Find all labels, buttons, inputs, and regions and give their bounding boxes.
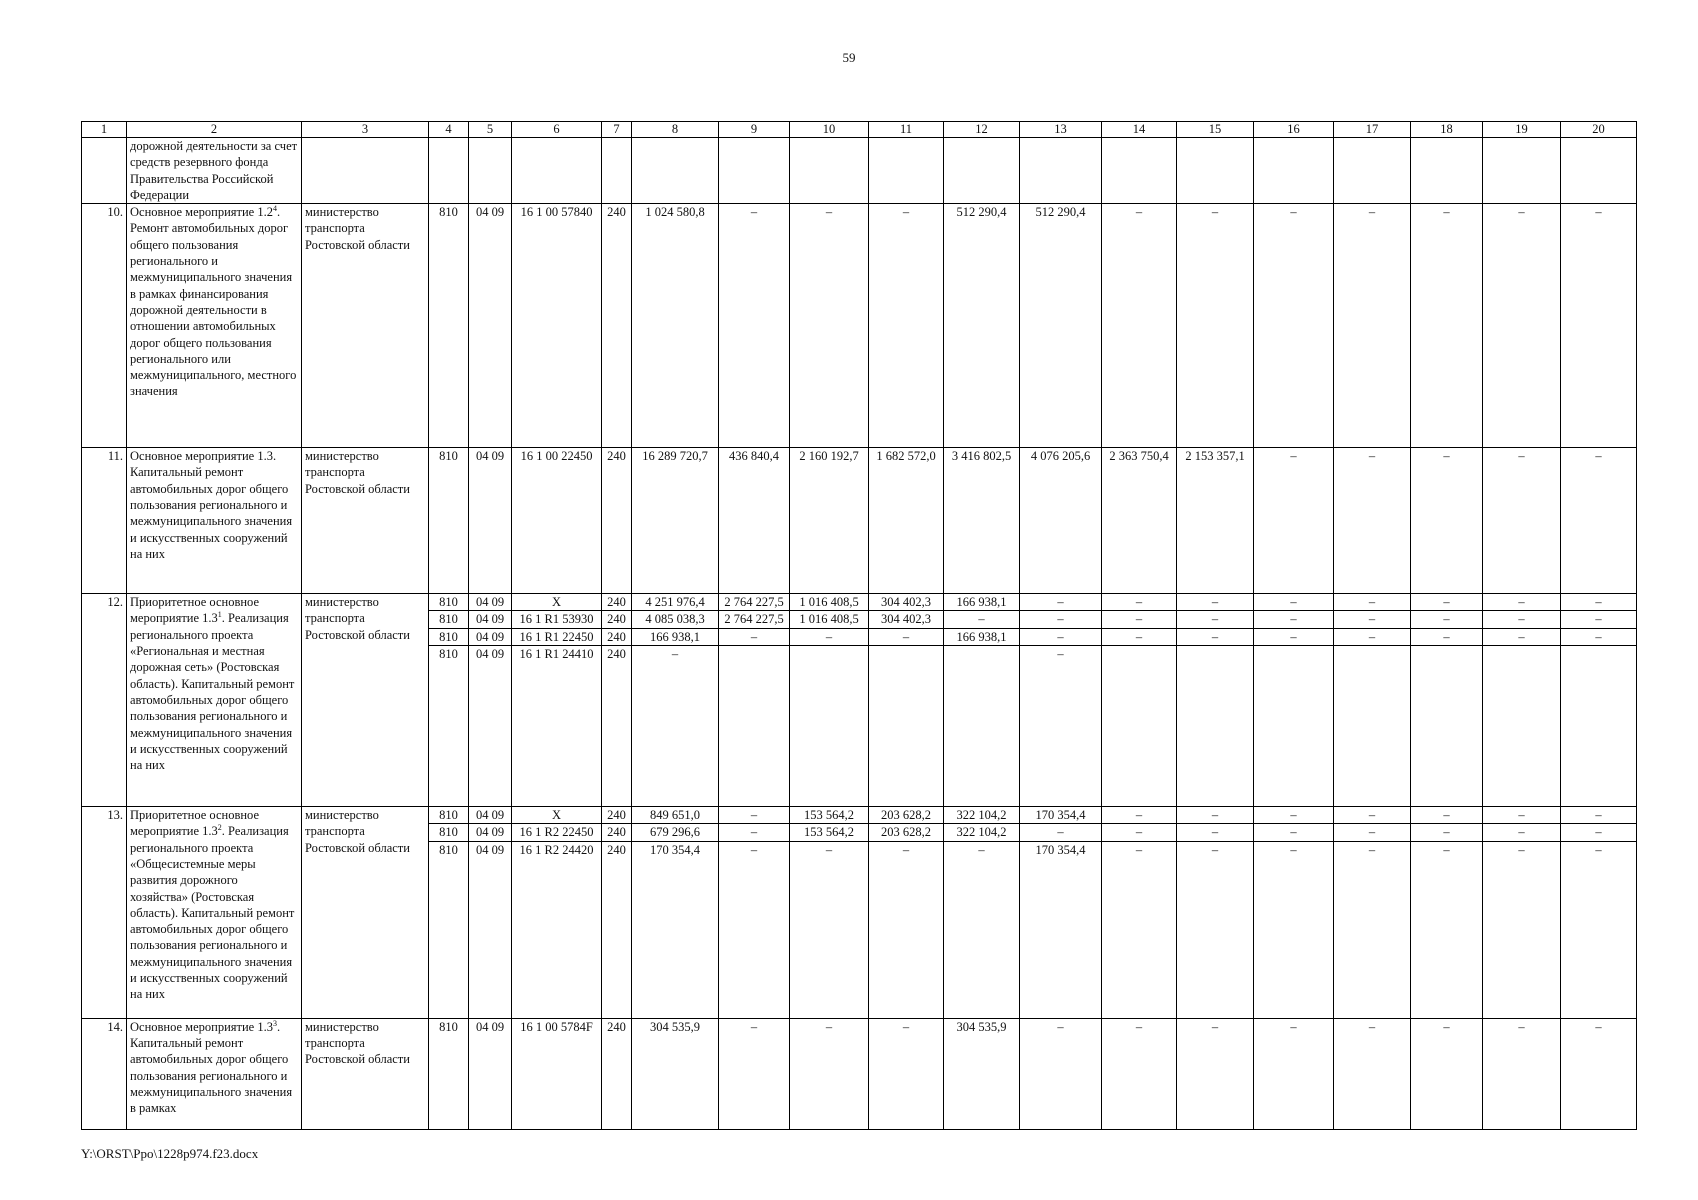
value-cell: 166 938,1 [944,628,1020,645]
column-number-header: 18 [1411,122,1483,138]
value-cell: 240 [602,204,632,448]
value-cell: – [632,646,719,807]
activity-name-text: . Ремонт автомобильных дорог общего пользования регионального и межмуниципального значения в рамках финансирования дорожной деятельности в отношении автомобильных дорог общего пользования регионального или межмуниципального, местного значения [130,205,297,399]
table-cell [469,138,512,204]
value-cell: – [1177,594,1254,611]
value-cell: – [1102,594,1177,611]
table-row [82,594,1637,611]
value-cell: – [1561,611,1637,628]
value-cell: 1 024 580,8 [632,204,719,448]
value-cell: – [1177,824,1254,841]
value-cell: 04 09 [469,628,512,645]
value-cell: 810 [429,628,469,645]
value-cell: 1 682 572,0 [869,448,944,594]
table-cell [1102,138,1177,204]
column-number-header: 14 [1102,122,1177,138]
value-cell [869,646,944,807]
value-cell: – [1411,204,1483,448]
value-cell: 16 1 R1 22450 [512,628,602,645]
value-cell: 2 153 357,1 [1177,448,1254,594]
value-cell: – [1334,824,1411,841]
row-number-cell: 10. [82,204,127,448]
value-cell [1102,646,1177,807]
column-number-header: 20 [1561,122,1637,138]
value-cell: 849 651,0 [632,807,719,824]
value-cell: 679 296,6 [632,824,719,841]
value-cell: – [1483,628,1561,645]
table-cell [632,138,719,204]
page-number: 59 [842,50,856,65]
value-cell: 04 09 [469,611,512,628]
value-cell: – [790,1018,869,1129]
value-cell: – [1177,1018,1254,1129]
executor-cell: министерство транспорта Ростовской области [302,594,429,807]
footer-file-path: Y:\ORST\Ppo\1228p974.f23.docx [81,1146,259,1161]
column-number-header: 6 [512,122,602,138]
footnote-mark: 1 [217,610,222,620]
value-cell: – [1020,594,1102,611]
value-cell: 322 104,2 [944,807,1020,824]
table-cell [429,138,469,204]
table-row [82,448,1637,594]
value-cell: 240 [602,628,632,645]
value-cell: – [1561,841,1637,1018]
activity-name-cell: Основное мероприятие 1.3. Капитальный ремонт автомобильных дорог общего пользования регионального и межмуниципального значения и искусственных сооружений на них [127,448,302,594]
value-cell: – [944,611,1020,628]
table-cell [82,138,127,204]
value-cell: 304 402,3 [869,611,944,628]
value-cell: – [790,841,869,1018]
value-cell: – [1411,807,1483,824]
table-cell [869,138,944,204]
value-cell: – [1177,841,1254,1018]
value-cell: – [1411,594,1483,611]
value-cell: 810 [429,807,469,824]
value-cell: – [1334,807,1411,824]
value-cell: – [869,1018,944,1129]
value-cell: – [1483,1018,1561,1129]
activity-name-cell [127,1018,302,1129]
column-number-header: 4 [429,122,469,138]
value-cell: 810 [429,448,469,594]
value-cell: 322 104,2 [944,824,1020,841]
column-number-header: 2 [127,122,302,138]
value-cell [1334,646,1411,807]
value-cell: – [1020,611,1102,628]
value-cell: – [719,841,790,1018]
value-cell: 810 [429,646,469,807]
value-cell: – [1561,204,1637,448]
activity-name-cell [127,807,302,1019]
value-cell: – [1483,448,1561,594]
column-number-header: 3 [302,122,429,138]
value-cell: 16 289 720,7 [632,448,719,594]
value-cell: 240 [602,824,632,841]
value-cell: – [1102,1018,1177,1129]
value-cell: – [869,841,944,1018]
value-cell: – [1561,448,1637,594]
value-cell: 810 [429,611,469,628]
value-cell: X [512,807,602,824]
value-cell: 04 09 [469,594,512,611]
value-cell: 4 251 976,4 [632,594,719,611]
value-cell [1411,646,1483,807]
value-cell: – [1102,628,1177,645]
value-cell: 240 [602,841,632,1018]
budget-table [81,121,1637,1130]
value-cell: 2 764 227,5 [719,594,790,611]
activity-name-text: . Капитальный ремонт автомобильных дорог общего пользования регионального и межмуниципального значения в рамках [130,1019,293,1116]
value-cell: – [1020,646,1102,807]
column-number-header: 7 [602,122,632,138]
value-cell: – [1254,824,1334,841]
value-cell [1561,646,1637,807]
value-cell: – [1177,204,1254,448]
column-number-header: 1 [82,122,127,138]
value-cell: 240 [602,448,632,594]
row-number-cell: 11. [82,448,127,594]
value-cell: – [1020,824,1102,841]
table-cell [1020,138,1102,204]
value-cell: – [1177,628,1254,645]
value-cell: 810 [429,841,469,1018]
value-cell: – [1020,1018,1102,1129]
table-cell [1411,138,1483,204]
table-cell [1334,138,1411,204]
value-cell: 16 1 00 22450 [512,448,602,594]
value-cell: – [869,628,944,645]
value-cell: 166 938,1 [944,594,1020,611]
value-cell: 1 016 408,5 [790,611,869,628]
column-number-header: 5 [469,122,512,138]
value-cell: – [1483,204,1561,448]
value-cell: – [790,628,869,645]
value-cell [944,646,1020,807]
value-cell: 240 [602,611,632,628]
value-cell: – [1334,628,1411,645]
value-cell: – [719,807,790,824]
value-cell [1483,646,1561,807]
value-cell: – [1411,611,1483,628]
value-cell: – [1102,204,1177,448]
value-cell: 16 1 R1 24410 [512,646,602,807]
value-cell: 810 [429,824,469,841]
value-cell: – [1020,628,1102,645]
table-cell [944,138,1020,204]
value-cell: 170 354,4 [1020,807,1102,824]
value-cell: 170 354,4 [632,841,719,1018]
value-cell: – [1334,594,1411,611]
table-cell [512,138,602,204]
table-cell [1177,138,1254,204]
value-cell: – [1254,611,1334,628]
value-cell: 16 1 00 57840 [512,204,602,448]
value-cell: 304 535,9 [944,1018,1020,1129]
value-cell: 304 535,9 [632,1018,719,1129]
value-cell: – [1483,807,1561,824]
table-cell [302,138,429,204]
table-cell [1254,138,1334,204]
value-cell: 166 938,1 [632,628,719,645]
value-cell: 512 290,4 [1020,204,1102,448]
value-cell: 16 1 00 5784F [512,1018,602,1129]
executor-cell: министерство транспорта Ростовской области [302,1018,429,1129]
value-cell: – [1102,611,1177,628]
footnote-mark: 4 [272,204,277,214]
value-cell: – [1102,824,1177,841]
activity-name-cell: дорожной деятельности за счет средств резервного фонда Правительства Российской Федерации [127,138,302,204]
column-number-header: 12 [944,122,1020,138]
value-cell: – [1254,807,1334,824]
value-cell: 04 09 [469,824,512,841]
value-cell: 512 290,4 [944,204,1020,448]
value-cell: – [944,841,1020,1018]
value-cell: – [1483,824,1561,841]
value-cell: X [512,594,602,611]
value-cell: – [1411,628,1483,645]
value-cell: – [1254,841,1334,1018]
table-row [82,138,1637,204]
value-cell: 04 09 [469,841,512,1018]
row-number-cell: 13. [82,807,127,1019]
value-cell: 240 [602,807,632,824]
value-cell: 240 [602,1018,632,1129]
value-cell: – [1411,448,1483,594]
value-cell: – [1483,594,1561,611]
value-cell: – [1561,807,1637,824]
value-cell: 04 09 [469,646,512,807]
value-cell: – [1254,448,1334,594]
value-cell: 436 840,4 [719,448,790,594]
value-cell: – [1561,824,1637,841]
value-cell: – [1334,611,1411,628]
table-cell [790,138,869,204]
value-cell: – [719,1018,790,1129]
activity-name-cell [127,204,302,448]
value-cell: – [1334,448,1411,594]
value-cell: – [1411,1018,1483,1129]
value-cell: – [1561,628,1637,645]
value-cell: – [1411,841,1483,1018]
value-cell: 04 09 [469,807,512,824]
column-number-header: 17 [1334,122,1411,138]
value-cell [1254,646,1334,807]
value-cell: 1 016 408,5 [790,594,869,611]
value-cell: 304 402,3 [869,594,944,611]
activity-name-text: Приоритетное основное мероприятие 1.3 [130,808,259,839]
table-row [82,1018,1637,1129]
table-row [82,204,1637,448]
footnote-mark: 2 [217,823,222,833]
value-cell: – [1334,1018,1411,1129]
column-number-header: 8 [632,122,719,138]
column-number-header: 10 [790,122,869,138]
activity-name-cell [127,594,302,807]
value-cell: – [1177,611,1254,628]
executor-cell: министерство транспорта Ростовской области [302,448,429,594]
value-cell: 2 160 192,7 [790,448,869,594]
value-cell: – [1561,594,1637,611]
value-cell: 04 09 [469,204,512,448]
value-cell: 2 363 750,4 [1102,448,1177,594]
value-cell: 04 09 [469,448,512,594]
value-cell: – [1254,594,1334,611]
value-cell: 3 416 802,5 [944,448,1020,594]
row-number-cell: 14. [82,1018,127,1129]
value-cell: 203 628,2 [869,824,944,841]
value-cell [719,646,790,807]
value-cell: – [1254,628,1334,645]
value-cell: – [1411,824,1483,841]
value-cell: 2 764 227,5 [719,611,790,628]
footnote-mark: 3 [272,1018,277,1028]
value-cell: – [790,204,869,448]
value-cell: 810 [429,1018,469,1129]
value-cell: – [1177,807,1254,824]
value-cell: – [1254,1018,1334,1129]
value-cell: 203 628,2 [869,807,944,824]
activity-name-text: Основное мероприятие 1.3 [130,1019,273,1034]
value-cell: 810 [429,594,469,611]
value-cell: – [1254,204,1334,448]
value-cell: 240 [602,646,632,807]
value-cell: – [1334,841,1411,1018]
value-cell [1177,646,1254,807]
column-number-header: 9 [719,122,790,138]
column-number-header: 15 [1177,122,1254,138]
value-cell: 153 564,2 [790,807,869,824]
table-cell [1483,138,1561,204]
value-cell: – [1483,611,1561,628]
value-cell: – [869,204,944,448]
value-cell: 16 1 R2 22450 [512,824,602,841]
value-cell: 153 564,2 [790,824,869,841]
header-row [82,122,1637,138]
column-number-header: 16 [1254,122,1334,138]
activity-name-text: Основное мероприятие 1.2 [130,205,273,220]
value-cell: – [1483,841,1561,1018]
value-cell: – [719,824,790,841]
table-cell [602,138,632,204]
value-cell: – [1561,1018,1637,1129]
column-number-header: 13 [1020,122,1102,138]
executor-cell: министерство транспорта Ростовской области [302,807,429,1019]
value-cell: 810 [429,204,469,448]
value-cell: – [1102,807,1177,824]
value-cell: 4 076 205,6 [1020,448,1102,594]
value-cell: – [1334,204,1411,448]
value-cell: – [719,628,790,645]
value-cell: 04 09 [469,1018,512,1129]
value-cell: 170 354,4 [1020,841,1102,1018]
table-cell [1561,138,1637,204]
column-number-header: 19 [1483,122,1561,138]
table-row [82,807,1637,824]
value-cell: – [719,204,790,448]
value-cell: 240 [602,594,632,611]
value-cell: 16 1 R2 24420 [512,841,602,1018]
row-number-cell: 12. [82,594,127,807]
activity-name-text: . Реализация регионального проекта «Общесистемные меры развития дорожного хозяйства» (Ростовская область). Капитальный ремонт автомобильных дорог общего пользования регионального и межмуниципального значения и искусственных сооружений на них [130,824,295,1002]
column-number-header: 11 [869,122,944,138]
value-cell [790,646,869,807]
value-cell: – [1102,841,1177,1018]
value-cell: 16 1 R1 53930 [512,611,602,628]
activity-name-text: Приоритетное основное мероприятие 1.3 [130,595,259,626]
executor-cell: министерство транспорта Ростовской области [302,204,429,448]
table-cell [719,138,790,204]
activity-name-text: . Реализация регионального проекта «Региональная и местная дорожная сеть» (Ростовская область). Капитальный ремонт автомобильных дорог общего пользования регионального и межмуниципального значения и искусственных сооружений на них [130,611,295,773]
value-cell: 4 085 038,3 [632,611,719,628]
